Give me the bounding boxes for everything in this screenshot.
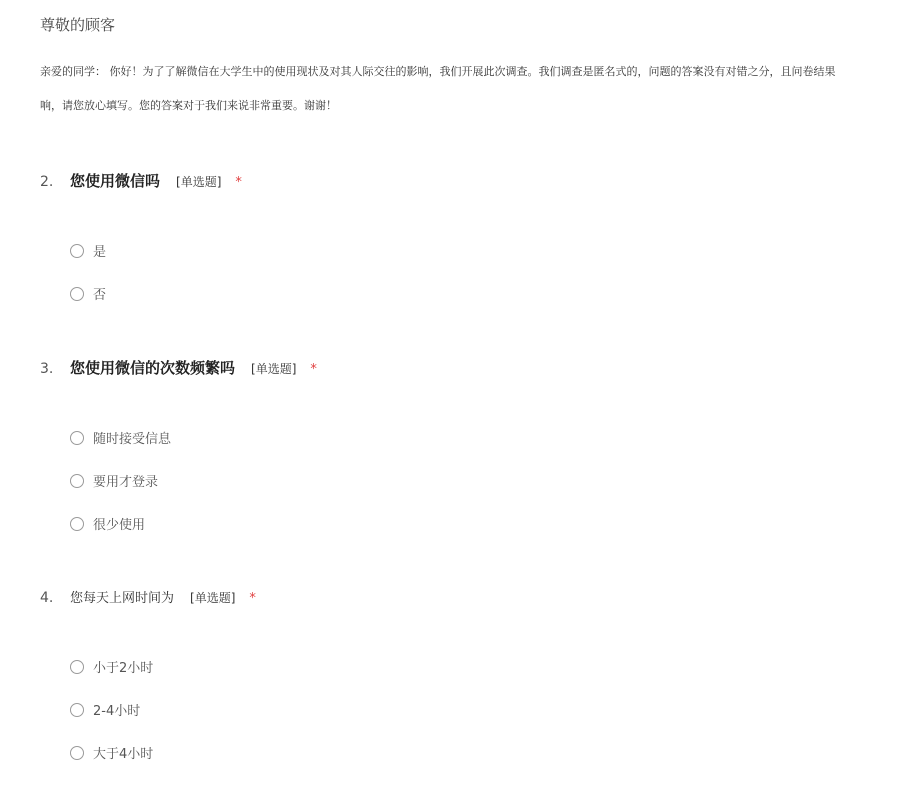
question-4	[40, 587, 860, 762]
question-3	[40, 357, 860, 533]
question-number: 4.	[40, 590, 54, 606]
option-anytime[interactable]	[70, 428, 171, 447]
option-under-2h[interactable]	[70, 657, 153, 676]
intro-line-2: 响，请您放心填写。您的答案对于我们来说非常重要。谢谢！	[40, 99, 337, 112]
intro-text	[40, 55, 900, 123]
required-marker: *	[249, 591, 256, 606]
question-title: 您使用微信吗	[70, 172, 161, 190]
question-type: [单选题]	[190, 591, 236, 605]
radio-button[interactable]	[70, 517, 84, 531]
option-label: 要用才登录	[93, 475, 159, 490]
option-label: 大于4小时	[93, 747, 154, 762]
option-yes[interactable]	[70, 241, 106, 260]
question-header	[40, 170, 860, 191]
radio-button[interactable]	[70, 287, 84, 301]
question-type: [单选题]	[251, 362, 297, 376]
question-number: 2.	[40, 174, 54, 190]
option-label: 否	[93, 288, 107, 303]
question-title: 您使用微信的次数频繁吗	[70, 359, 236, 377]
radio-button[interactable]	[70, 660, 84, 674]
question-number: 3.	[40, 361, 54, 377]
question-title: 您每天上网时间为	[70, 591, 175, 606]
option-label: 随时接受信息	[93, 432, 172, 447]
option-label: 小于2小时	[93, 661, 154, 676]
radio-button[interactable]	[70, 746, 84, 760]
option-rarely[interactable]	[70, 514, 145, 533]
option-over-4h[interactable]	[70, 743, 153, 762]
option-no[interactable]	[70, 284, 106, 303]
required-marker: *	[310, 362, 317, 377]
intro-line-1: 亲爱的同学： 你好！为了了解微信在大学生中的使用现状及对其人际交往的影响，我们开展此次调查。我们调查是匿名式的，问题的答案没有对错之分，且问卷结果	[40, 65, 836, 78]
option-when-needed[interactable]	[70, 471, 158, 490]
option-label: 很少使用	[93, 518, 146, 533]
question-2	[40, 170, 860, 303]
radio-button[interactable]	[70, 431, 84, 445]
radio-button[interactable]	[70, 244, 84, 258]
required-marker: *	[235, 175, 242, 190]
greeting-heading: 尊敬的顾客	[40, 16, 116, 34]
option-2-4h[interactable]	[70, 700, 140, 719]
question-header	[40, 587, 860, 606]
radio-button[interactable]	[70, 703, 84, 717]
option-label: 2-4小时	[93, 704, 141, 719]
question-header	[40, 357, 860, 378]
radio-button[interactable]	[70, 474, 84, 488]
question-type: [单选题]	[176, 175, 222, 189]
option-label: 是	[93, 245, 107, 260]
